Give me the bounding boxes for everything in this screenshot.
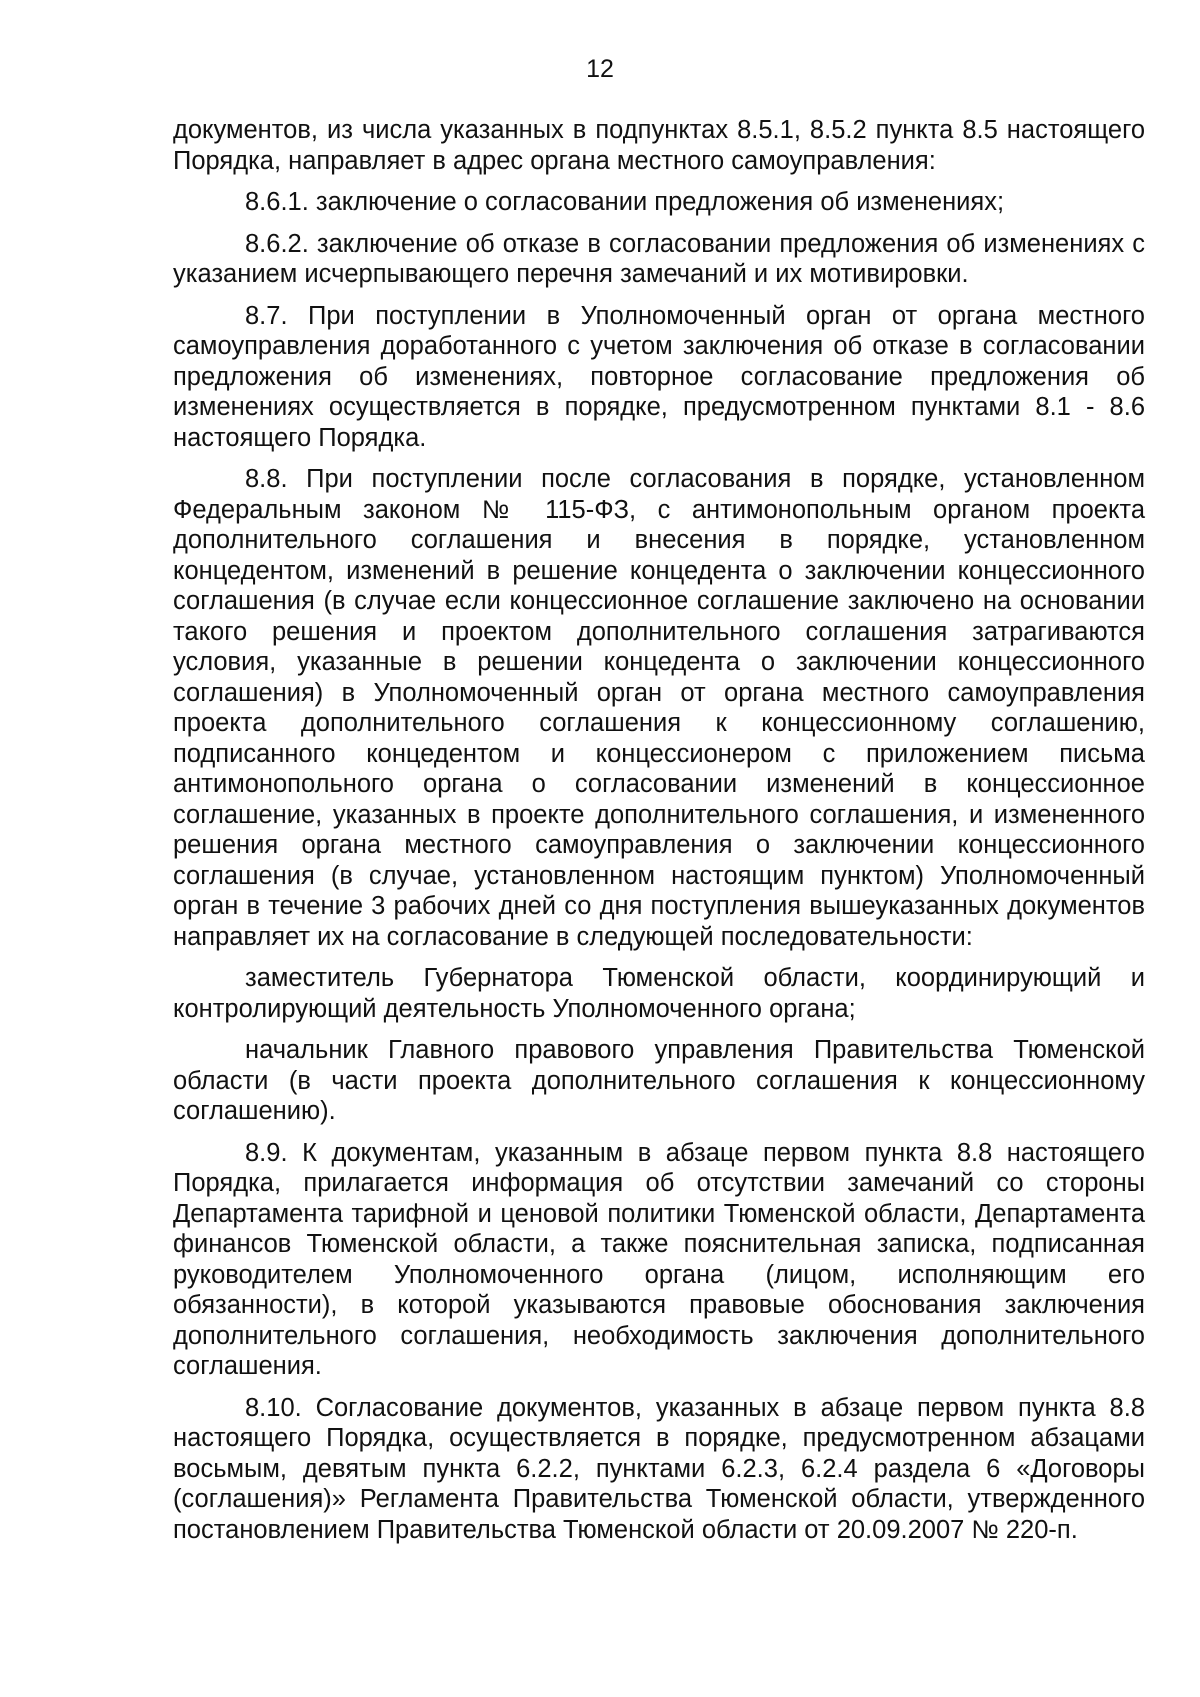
document-body	[173, 115, 1145, 1556]
paragraph-deputy-governor: заместитель Губернатора Тюменской области, координирующий и контролирующий деятельность Уполномоченного органа;	[173, 964, 1145, 1023]
paragraph-8-6-1: 8.6.1. заключение о согласовании предложения об изменениях;	[245, 188, 1005, 216]
paragraph-8-7: 8.7. При поступлении в Уполномоченный орган от органа местного самоуправления доработанного с учетом заключения об отказе в согласовании предложения об изменениях, повторное согласование предложения об изменениях осуществляется в порядке, предусмотренном пунктами 8.1 - 8.6 настоящего Порядка.	[173, 301, 1145, 452]
paragraph-8-9: 8.9. К документам, указанным в абзаце первом пункта 8.8 настоящего Порядка, прилагается информация об отсутствии замечаний со стороны Департамента тарифной и ценовой политики Тюменской области, Департамента финансов Тюменской области, а также пояснительная записка, подписанная руководителем Уполномоченного органа (лицом, исполняющим его обязанности), в которой указываются правовые обоснования заключения дополнительного соглашения, необходимость заключения дополнительного соглашения.	[173, 1138, 1145, 1380]
paragraph-continuation: документов, из числа указанных в подпунктах 8.5.1, 8.5.2 пункта 8.5 настоящего Порядка, направляет в адрес органа местного самоуправления:	[173, 116, 1145, 175]
paragraph-8-10: 8.10. Согласование документов, указанных в абзаце первом пункта 8.8 настоящего Порядка, осуществляется в порядке, предусмотренном абзацами восьмым, девятым пункта 6.2.2, пунктами 6.2.3, 6.2.4 раздела 6 «Договоры (соглашения)» Регламента Правительства Тюменской области, утвержденного постановлением Правительства Тюменской области от 20.09.2007 № 220-п.	[173, 1393, 1145, 1544]
paragraph-8-6-2: 8.6.2. заключение об отказе в согласовании предложения об изменениях с указанием исчерпывающего перечня замечаний и их мотивировки.	[173, 229, 1145, 288]
paragraph-8-8: 8.8. При поступлении после согласования в порядке, установленном Федеральным законом № 115-ФЗ, с антимонопольным органом проекта дополнительного соглашения и внесения в порядке, установленном концедентом, изменений в решение концедента о заключении концессионного соглашения (в случае если концессионное соглашение заключено на основании такого решения и проектом дополнительного соглашения затрагиваются условия, указанные в решении концедента о заключении концессионного соглашения) в Уполномоченный орган от органа местного самоуправления проекта дополнительного соглашения к концессионному соглашению, подписанного концедентом и концессионером с приложением письма антимонопольного органа о согласовании изменений в концессионное соглашение, указанных в проекте дополнительного соглашения, и измененного решения органа местного самоуправления о заключении концессионного соглашения (в случае, установленном настоящим пунктом) Уполномоченный орган в течение 3 рабочих дней со дня поступления вышеуказанных документов направляет их на согласование в следующей последовательности:	[173, 465, 1145, 951]
paragraph-legal-department-head: начальник Главного правового управления Правительства Тюменской области (в части проекта дополнительного соглашения к концессионному соглашению).	[173, 1036, 1145, 1125]
page-number: 12	[586, 55, 614, 83]
